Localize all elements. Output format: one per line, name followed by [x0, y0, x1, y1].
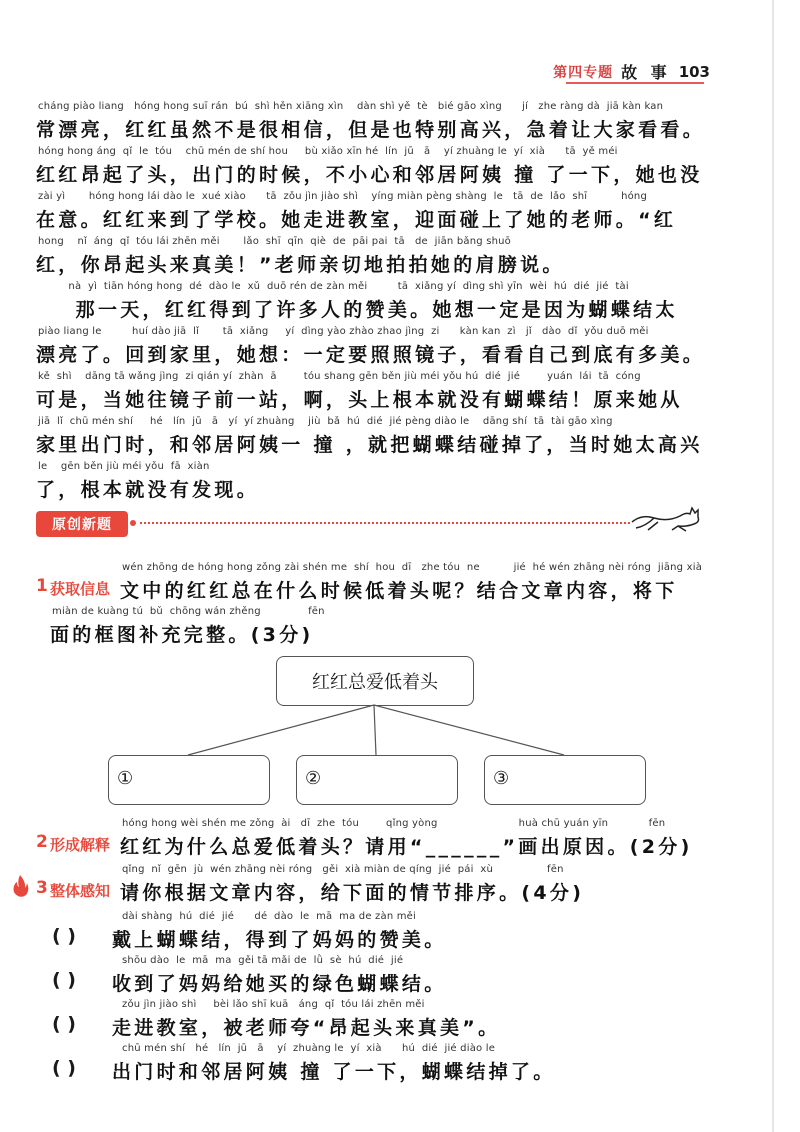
- box-number: ②: [305, 768, 322, 789]
- text-line: 家里出门时，和邻居阿姨一 撞 ，就把蝴蝶结碰掉了，当时她太高兴: [36, 434, 703, 456]
- q1-text: 文中的红红总在什么时候低着头呢？结合文章内容，将下: [120, 580, 678, 602]
- q1-pinyin-2: miàn de kuàng tú bǔ chōng wán zhěng fēn: [52, 606, 325, 617]
- answer-paren[interactable]: ( ): [52, 969, 76, 991]
- text-line: 常漂亮，红红虽然不是很相信，但是也特别高兴，急着让大家看看。: [36, 119, 706, 141]
- text-line: 红，你昂起头来真美！”老师亲切地拍拍她的肩膀说。: [36, 254, 565, 276]
- box-number: ③: [493, 768, 510, 789]
- pinyin-line: piào liang le huí dào jiā lǐ tā xiǎng yí dìng yào zhào zhao jìng zi kàn kan zì jǐ dào dǐ yǒu duō měi: [38, 326, 649, 337]
- text-line: 那一天，红红得到了许多人的赞美。她想一定是因为蝴蝶结太: [36, 299, 678, 321]
- q3-item-text: 戴上蝴蝶结，得到了妈妈的赞美。: [112, 929, 447, 951]
- q3-number: 3: [36, 878, 48, 898]
- pinyin-line: cháng piào liang hóng hong suī rán bú shì hěn xiāng xìn dàn shì yě tè bié gāo xìng jí zhe ràng dà jiā kàn kan: [38, 101, 664, 112]
- q3-item-text: 走进教室，被老师夸“昂起头来真美”。: [112, 1017, 501, 1039]
- section-title: 故 事: [621, 63, 671, 82]
- q3-item-text: 出门时和邻居阿姨 撞 了一下，蝴蝶结掉了。: [112, 1061, 556, 1083]
- text-line: 漂亮了。回到家里，她想：一定要照照镜子，看看自己到底有多美。: [36, 344, 706, 366]
- q3-item-pinyin: zǒu jìn jiào shì bèi lǎo shī kuā áng qǐ tóu lái zhēn měi: [122, 999, 425, 1010]
- q2-pinyin: hóng hong wèi shén me zǒng ài dī zhe tóu qǐng yòng huà chū yuán yīn fēn: [122, 818, 666, 829]
- pinyin-line: le gēn běn jiù méi yǒu fā xiàn: [38, 461, 210, 472]
- pinyin-line: hóng hong áng qǐ le tóu chū mén de shí hou bù xiǎo xīn hé lín jū ā yí zhuàng le yí xià tā yě méi: [38, 146, 618, 157]
- pinyin-line: jiā lǐ chū mén shí hé lín jū ā yí yí zhuàng jiù bǎ hú dié jié pèng diào le dāng shí tā tài gāo xìng: [38, 416, 613, 427]
- q2-number: 2: [36, 832, 48, 852]
- pinyin-line: hong nǐ áng qǐ tóu lái zhēn měi lǎo shī qīn qiè de pāi pai tā de jiān bǎng shuō: [38, 236, 511, 247]
- text-line: 在意。红红来到了学校。她走进教室，迎面碰上了她的老师。“红: [36, 209, 677, 231]
- q3-item-pinyin: shōu dào le mā ma gěi tā mǎi de lǜ sè hú dié jié: [122, 955, 404, 966]
- text-line: 可是，当她往镜子前一站，啊，头上根本就没有蝴蝶结！原来她从: [36, 389, 683, 411]
- q2-label: 形成解释: [50, 836, 111, 854]
- answer-paren[interactable]: ( ): [52, 1057, 76, 1079]
- diagram-top-label: 红红总爱低着头: [312, 672, 438, 693]
- answer-paren[interactable]: ( ): [52, 925, 76, 947]
- answer-box-2[interactable]: [296, 755, 458, 805]
- text-line: 了，根本就没有发现。: [36, 479, 260, 501]
- q1-pinyin: wén zhōng de hóng hong zǒng zài shén me shí hou dī zhe tóu ne jié hé wén zhāng nèi róng jiāng xià: [122, 562, 703, 573]
- pinyin-line: nà yì tiān hóng hong dé dào le xǔ duō rén de zàn měi tā xiǎng yí dìng shì yīn wèi hú dié jié tài: [38, 281, 629, 292]
- answer-box-1[interactable]: [108, 755, 270, 805]
- topic-label: 第四专题: [553, 64, 614, 81]
- pinyin-line: kě shì dāng tā wǎng jìng zi qián yí zhàn ā tóu shang gēn běn jiù méi yǒu hú dié jié yuán lái tā cóng: [38, 371, 641, 382]
- q3-label: 整体感知: [50, 882, 111, 900]
- q3-text: 请你根据文章内容，给下面的情节排序。(4分): [120, 882, 585, 904]
- q3-pinyin: qǐng nǐ gēn jù wén zhāng nèi róng gěi xià miàn de qíng jié pái xù fēn: [122, 864, 564, 875]
- box-number: ①: [117, 768, 134, 789]
- q3-item-text: 收到了妈妈给她买的绿色蝴蝶结。: [112, 973, 447, 995]
- q3-item-pinyin: chū mén shí hé lín jū ā yí zhuàng le yí xià hú dié jié diào le: [122, 1043, 496, 1054]
- q1-number: 1: [36, 576, 48, 596]
- section-tag: 原创新题: [36, 511, 128, 537]
- q1-text-2: 面的框图补充完整。(3分): [50, 624, 314, 646]
- q3-item-pinyin: dài shàng hú dié jié dé dào le mā ma de zàn měi: [122, 911, 417, 922]
- answer-box-3[interactable]: [484, 755, 646, 805]
- text-line: 红红昂起了头，出门的时候，不小心和邻居阿姨 撞 了一下，她也没: [36, 164, 703, 186]
- answer-paren[interactable]: ( ): [52, 1013, 76, 1035]
- page-number: 103: [678, 62, 710, 81]
- q1-label: 获取信息: [50, 580, 111, 598]
- flame-icon: [10, 874, 30, 898]
- pinyin-line: zài yì hóng hong lái dào le xué xiào tā zǒu jìn jiào shì yíng miàn pèng shàng le tā de lǎo shī hóng: [38, 191, 648, 202]
- q2-text: 红红为什么总爱低着头？请用“______”画出原因。(2分): [120, 836, 693, 858]
